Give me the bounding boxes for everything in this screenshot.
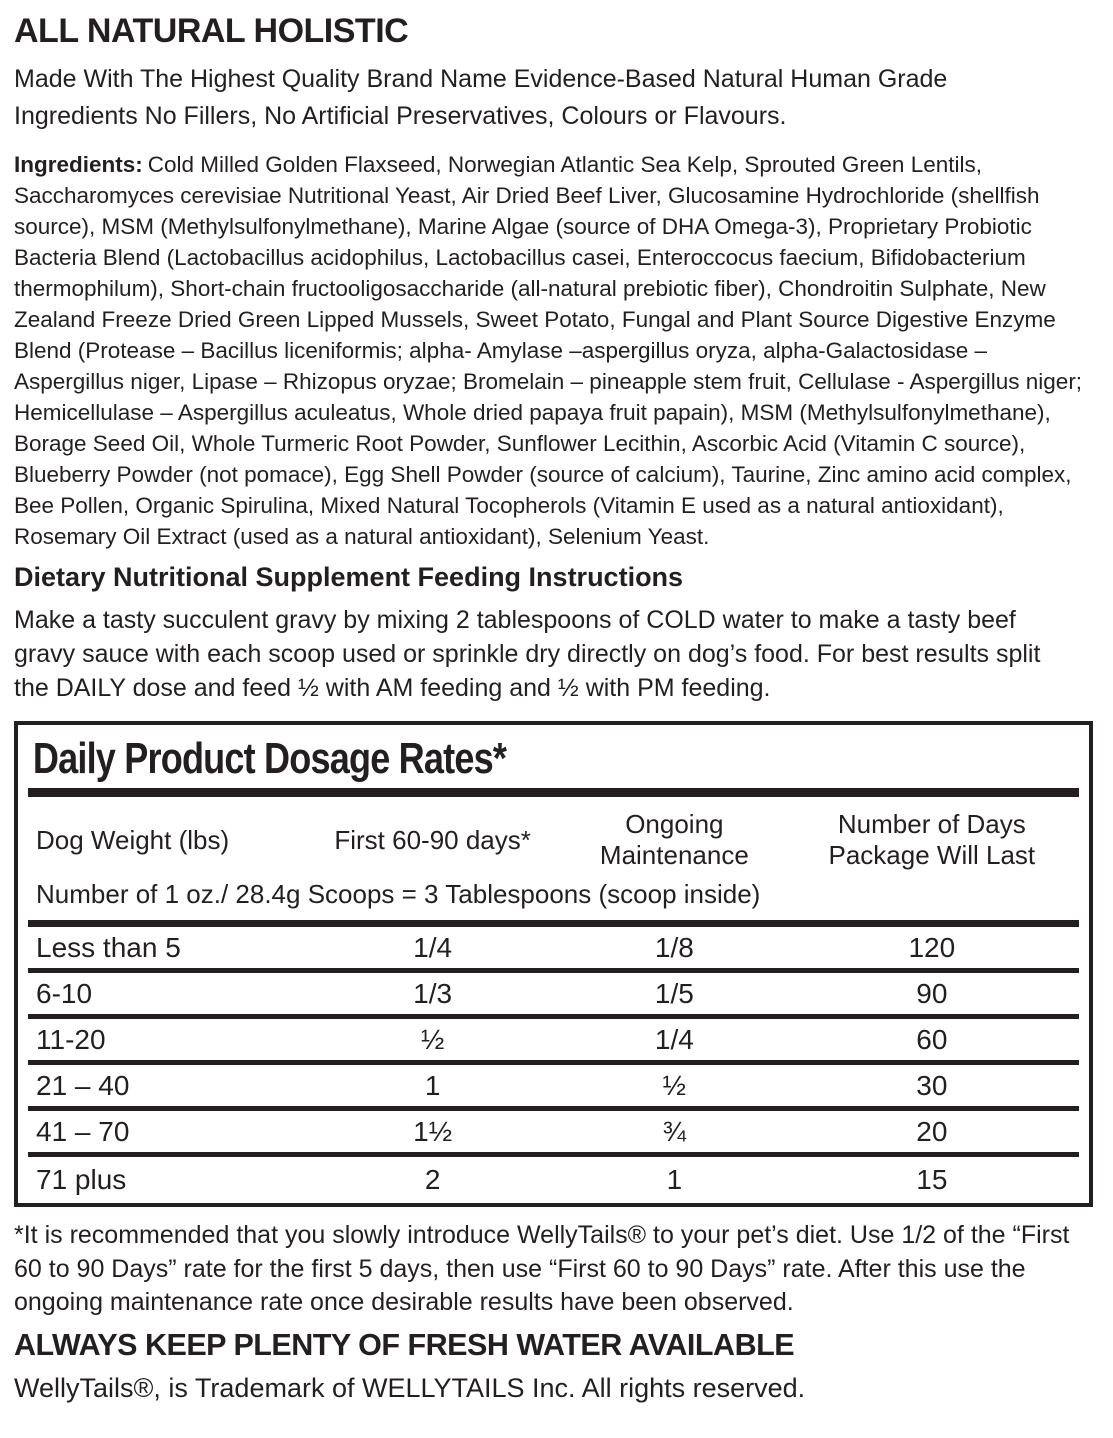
column-header-dog-weight: Dog Weight (lbs) [36,824,230,855]
cell-first-days: ½ [420,1023,445,1055]
ingredients-paragraph [14,149,1093,552]
scoop-note: Number of 1 oz./ 28.4g Scoops = 3 Tablespoons (scoop inside) [36,879,761,909]
table-row [28,1065,1079,1111]
dosage-table-title: Daily Product Dosage Rates* [32,734,507,783]
cell-dog-weight: 21 – 40 [36,1069,130,1101]
cell-maintenance: ½ [662,1069,687,1101]
cell-dog-weight: 41 – 70 [36,1115,130,1147]
cell-maintenance: 1/8 [654,931,694,963]
cell-days-last: 20 [916,1115,948,1147]
feeding-instructions-text: Make a tasty succulent gravy by mixing 2 tablespoons of COLD water to make a tasty beef gravy sauce with each scoop used or sprinkle dry directly on dog’s food. For best results split the DAILY dose and feed ½ with AM feeding and ½ with PM feeding. [14,606,1041,702]
cell-maintenance: 1 [666,1164,683,1195]
cell-maintenance: ¾ [662,1115,687,1147]
cell-first-days: 1 [424,1069,441,1101]
cell-days-last: 120 [908,931,956,963]
cell-days-last: 60 [916,1023,948,1055]
dosage-table [14,721,1093,1207]
cell-days-last: 90 [916,977,948,1009]
fresh-water-heading: ALWAYS KEEP PLENTY OF FRESH WATER AVAILABLE [14,1327,795,1362]
cell-days-last: 15 [916,1164,948,1195]
column-header-days-package-lasts: Number of Days Package Will Last [828,809,1036,870]
column-header-first-days: First 60-90 days* [334,824,531,855]
cell-days-last: 30 [916,1069,948,1101]
ingredients-label: Ingredients: [14,152,143,177]
introduction-note: *It is recommended that you slowly introduce WellyTails® to your pet’s diet. Use 1/2 of the “First 60 to 90 Days” rate for the first 5 days, then use “First 60 to 90 Days” rate. After this use the ongoing maintenance rate once desirable results have been observed. [14,1221,1070,1316]
trademark-line: WellyTails®, is Trademark of WELLYTAILS Inc. All rights reserved. [14,1372,806,1403]
cell-maintenance: 1/5 [654,977,694,1009]
cell-first-days: 1/4 [413,931,453,963]
table-row [28,973,1079,1019]
dosage-table-header-row [28,797,1079,873]
table-row [28,1157,1079,1203]
ingredients-text: Cold Milled Golden Flaxseed, Norwegian Atlantic Sea Kelp, Sprouted Green Lentils, Saccharomyces cerevisiae Nutritional Yeast, Air Dried Beef Liver, Glucosamine Hydrochloride (shellfish source), MSM (Methylsulfonylmethane), Marine Algae (source of DHA Omega-3), Proprietary Probiotic Bacteria Blend (Lactobacillus acidophilus, Lactobacillus casei, Enteroccocus faecium, Bifidobacterium thermophilum), Short-chain fructooligosaccharide (all-natural prebiotic fiber), Chondroitin Sulphate, New Zealand Freeze Dried Green Lipped Mussels, Sweet Potato, Fungal and Plant Source Digestive Enzyme Blend (Protease – Bacillus liceniformis; alpha- Amylase –aspergillus oryza, alpha-Galactosidase – Aspergillus niger, Lipase – Rhizopus oryzae; Bromelain – pineapple stem fruit, Cellulase - Aspergillus niger; Hemicellulase – Aspergillus aculeatus, Whole dried papaya fruit papain), MSM (Methylsulfonylmethane), Borage Seed Oil, Whole Turmeric Root Powder, Sunflower Lecithin, Ascorbic Acid (Vitamin C source), Blueberry Powder (not pomace), Egg Shell Powder (source of calcium), Taurine, Zinc amino acid complex, Bee Pollen, Organic Spirulina, Mixed Natural Tocopherols (Vitamin E used as a natural antioxidant), Rosemary Oil Extract (used as a natural antioxidant), Selenium Yeast. [14,152,1083,549]
cell-dog-weight: Less than 5 [36,931,181,963]
cell-dog-weight: 11-20 [36,1023,106,1055]
cell-first-days: 1/3 [413,977,453,1009]
cell-dog-weight: 71 plus [36,1164,127,1195]
column-header-ongoing-maintenance: Ongoing Maintenance [599,809,749,870]
cell-maintenance: 1/4 [654,1023,694,1055]
quality-subtitle: Made With The Highest Quality Brand Name Evidence-Based Natural Human Grade Ingredients No Fillers, No Artificial Preservatives, Colours or Flavours. [14,65,948,130]
feeding-instructions-heading: Dietary Nutritional Supplement Feeding Instructions [14,562,684,592]
cell-dog-weight: 6-10 [36,977,93,1009]
cell-first-days: 2 [424,1164,441,1195]
title-divider [28,788,1079,797]
header-divider [28,920,1079,927]
table-row [28,1019,1079,1065]
table-row [28,1111,1079,1157]
table-row [28,927,1079,973]
cell-first-days: 1½ [413,1115,453,1147]
page-title: ALL NATURAL HOLISTIC [14,12,409,50]
